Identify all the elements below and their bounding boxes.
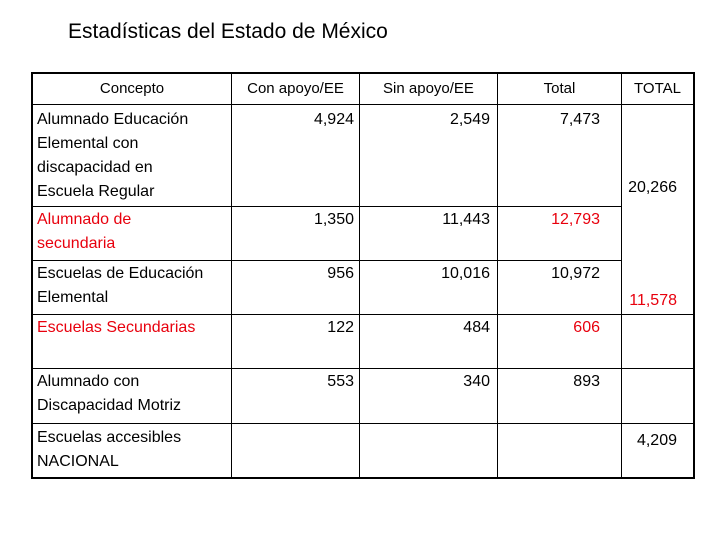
grand-total-alumnado: 20,266 — [628, 179, 677, 196]
row-divider — [33, 314, 693, 315]
statistics-table — [31, 72, 695, 479]
grand-total-escuelas: 11,578 — [629, 292, 677, 309]
row-total: 7,473 — [559, 111, 600, 128]
column-divider — [621, 74, 622, 477]
row-sin-apoyo: 484 — [463, 319, 490, 336]
row-total: 10,972 — [551, 265, 600, 282]
row-con-apoyo: 553 — [327, 373, 354, 390]
header-sin-apoyo: Sin apoyo/EE — [383, 80, 474, 97]
page-title: Estadísticas del Estado de México — [68, 20, 388, 43]
row-divider — [33, 368, 693, 369]
row-concept: Alumnado de secundaria — [37, 211, 132, 252]
row-sin-apoyo: 340 — [463, 373, 490, 390]
row-divider — [33, 206, 621, 207]
header-concepto: Concepto — [99, 80, 165, 97]
row-total: 606 — [573, 319, 600, 336]
row-total: 12,793 — [551, 211, 600, 228]
row-divider — [33, 260, 621, 261]
row-concept: Escuelas accesibles NACIONAL — [37, 429, 182, 470]
header-total-general: TOTAL — [634, 80, 681, 97]
row-concept: Escuelas Secundarias — [37, 319, 196, 336]
row-sin-apoyo: 11,443 — [442, 211, 490, 228]
row-concept: Alumnado Educación Elemental con discapacidad en Escuela Regular — [37, 111, 189, 200]
row-con-apoyo: 956 — [327, 265, 354, 282]
header-con-apoyo: Con apoyo/EE — [247, 80, 344, 97]
row-concept: Alumnado con Discapacidad Motriz — [37, 373, 182, 414]
row-total: 893 — [573, 373, 600, 390]
row-concept: Escuelas de Educación Elemental — [37, 265, 204, 306]
row-sin-apoyo: 2,549 — [449, 111, 490, 128]
grand-total-accesibles: 4,209 — [636, 432, 677, 449]
row-con-apoyo: 122 — [327, 319, 354, 336]
row-divider — [33, 423, 693, 424]
row-con-apoyo: 1,350 — [313, 211, 354, 228]
header-total: Total — [543, 80, 576, 97]
row-con-apoyo: 4,924 — [313, 111, 354, 128]
row-sin-apoyo: 10,016 — [441, 265, 490, 282]
row-divider — [33, 104, 693, 105]
